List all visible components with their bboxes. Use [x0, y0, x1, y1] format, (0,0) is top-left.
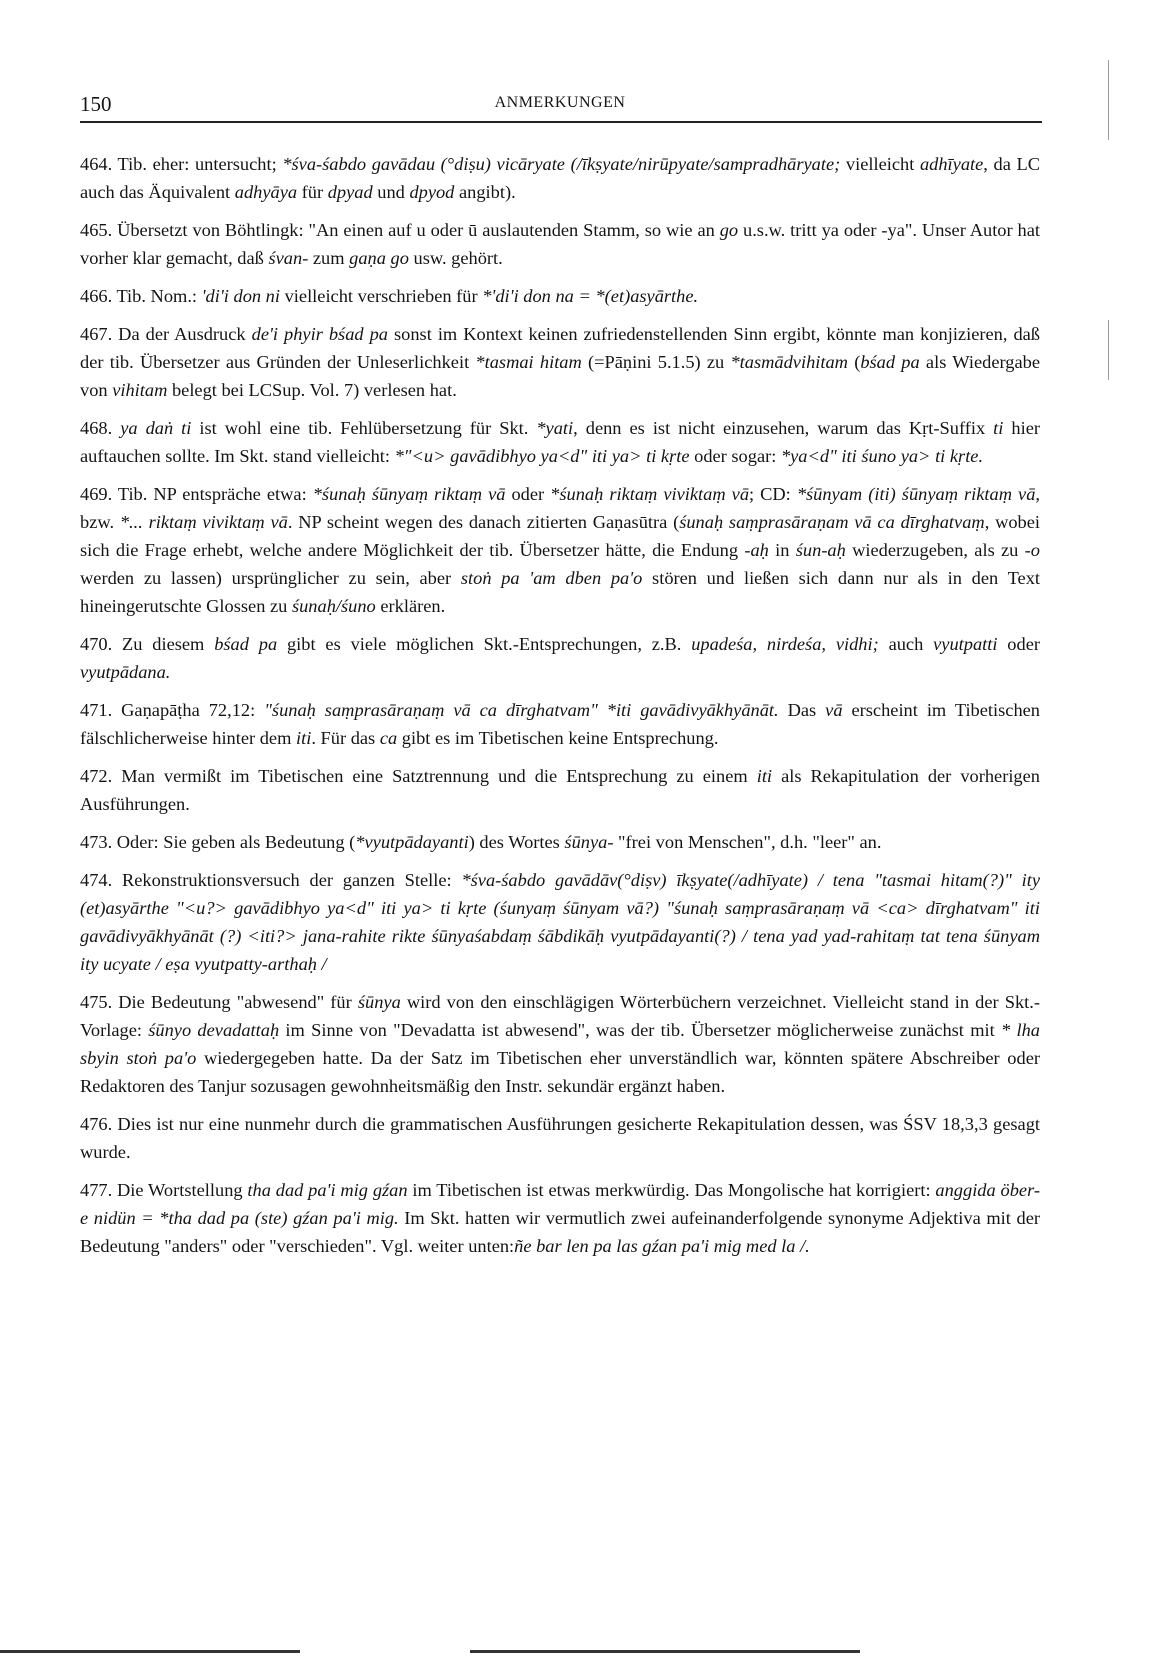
note-text-italic: *'di'i don na = *(et)asyārthe. [482, 286, 699, 306]
note-text: 465. Übersetzt von Böhtlingk: "An einen auf u oder ū auslautenden Stamm, so wie an [80, 220, 720, 240]
note-text: zum [308, 248, 350, 268]
note-text: wird von den einschlägigen Wörterbüchern verzeichnet. Vielleicht stand in der Skt.-Vorlage: [80, 992, 1040, 1040]
note-text-italic: *ya<d" iti śuno ya> ti kṛte. [780, 446, 984, 466]
note-text-italic: vihitam [112, 380, 168, 400]
note-text: ) des Wortes [468, 832, 565, 852]
note-476 [80, 1110, 1040, 1166]
note-text-italic: iti [296, 728, 312, 748]
note-text: 464. Tib. eher: untersucht; [80, 154, 283, 174]
note-text: wiederzugeben, als zu [845, 540, 1025, 560]
note-text: 466. Tib. Nom.: [80, 286, 202, 306]
note-text: erscheint im Tibetischen fälschlicherweise hinter dem [80, 700, 1041, 748]
note-text-italic: "śunaḥ saṃprasāraṇaṃ vā ca dīrghatvam" *iti gavādivyākhyānāt. [264, 700, 779, 720]
note-text: ; CD: [749, 484, 797, 504]
note-text: belegt bei LCSup. Vol. 7) verlesen hat. [167, 380, 457, 400]
note-text: gibt es viele möglichen Skt.-Entsprechungen, z.B. [277, 634, 692, 654]
page-header [80, 90, 1040, 118]
page-number: 150 [80, 92, 112, 116]
note-text-italic: adhīyate [919, 154, 984, 174]
scan-bottom-bar [0, 1650, 300, 1653]
header-rule [80, 121, 1042, 123]
note-text-italic: śūnya [357, 992, 401, 1012]
note-text: 470. Zu diesem [80, 634, 215, 654]
scan-edge-mark [1108, 60, 1109, 140]
note-text-italic: ñe bar len pa las gźan pa'i mig med la /. [514, 1236, 810, 1256]
notes-list [80, 150, 1040, 1270]
note-text-italic: śunaḥ/śuno [291, 596, 376, 616]
note-text: , da LC auch das Äquivalent [80, 154, 1041, 202]
note-text: 475. Die Bedeutung "abwesend" für [80, 992, 358, 1012]
note-text: und [372, 182, 410, 202]
note-text: u.s.w. tritt ya oder -ya". Unser Autor hat vorher klar gemacht, daß [80, 220, 1040, 268]
note-text: (=Pāṇini 5.1.5) zu [581, 352, 731, 372]
note-text-italic: *vyutpādayanti [355, 832, 469, 852]
note-475 [80, 988, 1040, 1100]
note-text-italic: vyutpatti [933, 634, 998, 654]
note-text: als Wiedergabe von [80, 352, 1041, 400]
note-text-italic: *yati [536, 418, 574, 438]
note-text-italic: *śunaḥ riktaṃ viviktaṃ vā [550, 484, 750, 504]
note-text: im Sinne von "Devadatta ist abwesend", was der tib. Übersetzer möglicherweise zunächst mit [279, 1020, 1001, 1040]
scan-bottom-bar [470, 1650, 860, 1653]
note-text-italic: iti [756, 766, 773, 786]
note-text-italic: śunaḥ saṃprasāraṇam vā ca dīrghatvaṃ [679, 512, 985, 532]
note-469 [80, 480, 1040, 620]
note-text: in [768, 540, 796, 560]
note-474 [80, 866, 1040, 978]
note-text-italic: dpyad [327, 182, 373, 202]
note-text-italic: tha dad pa'i mig gźan [247, 1180, 408, 1200]
note-text-italic: ti [993, 418, 1004, 438]
note-text: , wobei sich die Frage erhebt, welche andere Möglichkeit der tib. Übersetzer hätte, die Endung [80, 512, 1041, 560]
note-468 [80, 414, 1040, 470]
note-470 [80, 630, 1040, 686]
note-text: im Tibetischen ist etwas merkwürdig. Das Mongolische hat korrigiert: [407, 1180, 936, 1200]
note-text-italic: gaṇa go [349, 248, 409, 268]
note-text: auch [878, 634, 934, 654]
note-text: angibt). [454, 182, 516, 202]
note-text: 467. Da der Ausdruck [80, 324, 252, 344]
note-text: ( [847, 352, 861, 372]
note-text-italic: *śunaḥ śūnyaṃ riktaṃ vā [312, 484, 506, 504]
note-text: stören und ließen sich dann nur als in den Text hineingerutschte Glossen zu [80, 568, 1040, 616]
note-text: sonst im Kontext keinen zufriedenstellenden Sinn ergibt, könnte man konjizieren, daß der tib. Übersetzer aus Gründen der Unleserlichkeit [80, 324, 1041, 372]
note-text: oder sogar: [689, 446, 781, 466]
note-465 [80, 216, 1040, 272]
note-text-italic: * lha sbyin stoṅ pa'o [80, 1020, 1040, 1068]
note-text-italic: śun-aḥ [795, 540, 846, 560]
note-text-italic: stoṅ pa 'am dben pa'o [460, 568, 643, 588]
note-text: 472. Man vermißt im Tibetischen eine Satztrennung und die Entsprechung zu einem [80, 766, 757, 786]
note-text-italic: *śva-śabdo gavādau (°diṣu) vicāryate (/īkṣyate/nirūpyate/sampradhāryate; [282, 154, 841, 174]
note-473 [80, 828, 1040, 856]
note-text: vielleicht verschrieben für [280, 286, 483, 306]
note-text: hier auftauchen sollte. Im Skt. stand vielleicht: [80, 418, 1041, 466]
note-text: , bzw. [80, 484, 1040, 532]
note-text: wiedergegeben hatte. Da der Satz im Tibetischen eher unverständlich war, könnten spätere Abschreiber oder Redaktoren des Tanjur sozusagen gewohnheitsmäßig den Instr. sekundär ergänzt haben. [80, 1048, 1040, 1096]
note-467 [80, 320, 1040, 404]
note-text: oder [997, 634, 1040, 654]
note-471 [80, 696, 1040, 752]
note-text-italic: *... riktaṃ viviktaṃ vā [119, 512, 288, 532]
note-464 [80, 150, 1040, 206]
note-text-italic: -o [1024, 540, 1040, 560]
note-text: gibt es im Tibetischen keine Entsprechung. [397, 728, 719, 748]
note-text-italic: go [719, 220, 739, 240]
note-text: 474. Rekonstruktionsversuch der ganzen Stelle: [80, 870, 462, 890]
note-text-italic: śūnyo devadattaḥ [148, 1020, 280, 1040]
note-text-italic: de'i phyir bśad pa [251, 324, 388, 344]
note-text: für [297, 182, 328, 202]
note-text: 477. Die Wortstellung [80, 1180, 248, 1200]
note-text: . NP scheint wegen des danach zitierten Gaṇasūtra ( [287, 512, 680, 532]
note-text: usw. gehört. [408, 248, 503, 268]
note-472 [80, 762, 1040, 818]
note-text: vielleicht [840, 154, 920, 174]
note-text-italic: vā [825, 700, 843, 720]
note-text-italic: śvan- [268, 248, 309, 268]
note-text-italic: *śūnyam (iti) śūnyaṃ riktaṃ vā [796, 484, 1036, 504]
running-title: ANMERKUNGEN [494, 94, 626, 111]
note-text: 473. Oder: Sie geben als Bedeutung ( [80, 832, 356, 852]
note-text-italic: *śva-śabdo gavādāv(°diṣv) īkṣyate(/adhīyate) / tena "tasmai hitam(?)" ity (et)asyārthe "<u?> gavādibhyo ya<d" iti ya> ti kṛte (śunyaṃ śūnyam vā?) "śunaḥ saṃprasāraṇaṃ vā <ca> dīrghatvam" iti gavādivyākhyānāt (?) <iti?> jana-rahite rikte śūnyaśabdaṃ śābdikāḥ vyutpādayanti(?) / tena yad yad-rahitaṃ tat tena śūnyam ity ucyate / eṣa vyutpatty-arthaḥ / [80, 870, 1040, 974]
note-text: oder [505, 484, 551, 504]
note-text: , denn es ist nicht einzusehen, warum das Kṛt-Suffix [573, 418, 994, 438]
note-477 [80, 1176, 1040, 1260]
note-text-italic: śūnya- [564, 832, 614, 852]
note-text-italic: vyutpādana. [80, 662, 171, 682]
note-text-italic: dpyod [409, 182, 455, 202]
note-text-italic: *tasmādvihitam [730, 352, 848, 372]
note-466 [80, 282, 1040, 310]
note-text: 471. Gaṇapāṭha 72,12: [80, 700, 265, 720]
note-text: erklären. [375, 596, 446, 616]
note-text-italic: anggida öber-e nidün = *tha dad pa (ste) gźan pa'i mig. [80, 1180, 1040, 1228]
note-text: werden zu lassen) ursprünglicher zu sein, aber [80, 568, 461, 588]
note-text-italic: adhyāya [234, 182, 298, 202]
note-text-italic: 'di'i don ni [201, 286, 280, 306]
note-text-italic: bśad pa [214, 634, 278, 654]
note-text: ist wohl eine tib. Fehlübersetzung für Skt. [191, 418, 537, 438]
scan-edge-mark [1108, 320, 1109, 380]
note-text: als Rekapitulation der vorherigen Ausführungen. [80, 766, 1040, 814]
note-text: Im Skt. hatten wir vermutlich zwei aufeinanderfolgende synonyme Adjektiva mit der Bedeutung "anders" oder "verschieden". Vgl. weiter unten: [80, 1208, 1040, 1256]
note-text: 476. Dies ist nur eine nunmehr durch die grammatischen Ausführungen gesicherte Rekapitulation dessen, was ŚSV 18,3,3 gesagt wurde. [80, 1114, 1040, 1162]
note-text: . Für das [311, 728, 380, 748]
note-text-italic: upadeśa, nirdeśa, vidhi; [691, 634, 879, 654]
note-text-italic: *tasmai hitam [475, 352, 582, 372]
note-text-italic: ca [379, 728, 398, 748]
note-text: Das [778, 700, 826, 720]
note-text-italic: *"<u> gavādibhyo ya<d" iti ya> ti kṛte [394, 446, 690, 466]
note-text: 469. Tib. NP entspräche etwa: [80, 484, 313, 504]
note-text-italic: -aḥ [744, 540, 769, 560]
note-text: 468. [80, 418, 121, 438]
note-text-italic: ya daṅ ti [120, 418, 192, 438]
note-text-italic: bśad pa [860, 352, 920, 372]
note-text: "frei von Menschen", d.h. "leer" an. [613, 832, 882, 852]
